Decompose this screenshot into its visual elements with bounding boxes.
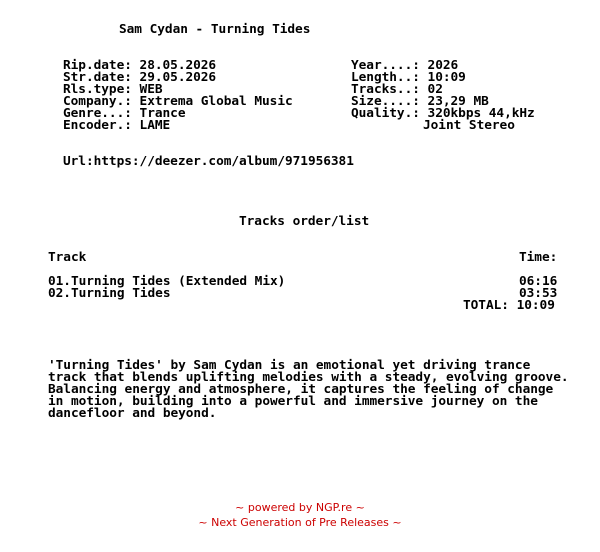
rip-date: Rip.date: 28.05.2026: [63, 58, 217, 73]
audio-mode: Joint Stereo: [423, 118, 515, 133]
description-line-3: Balancing energy and atmosphere, it captures the feeling of change: [48, 382, 554, 397]
nfo-document: [48, 0, 600, 420]
company: Company.: Extrema Global Music: [63, 94, 293, 109]
track-time-2: 03:53: [519, 286, 558, 301]
description-line-5: dancefloor and beyond.: [48, 406, 217, 421]
description-line-1: 'Turning Tides' by Sam Cydan is an emotional yet driving trance: [48, 358, 531, 373]
genre: Genre...: Trance: [63, 106, 186, 121]
tracklist-heading: Tracks order/list: [239, 214, 370, 229]
rls-type: Rls.type: WEB: [63, 82, 163, 97]
length: Length..: 10:09: [351, 70, 466, 85]
str-date: Str.date: 29.05.2026: [63, 70, 217, 85]
track-time-1: 06:16: [519, 274, 558, 289]
size: Size....: 23,29 MB: [351, 94, 489, 109]
quality: Quality.: 320kbps 44,kHz: [351, 106, 535, 121]
description-line-4: in motion, building into a powerful and immersive journey on the: [48, 394, 538, 409]
footer-tagline: ~ Next Generation of Pre Releases ~: [198, 516, 402, 529]
description-line-2: track that blends uplifting melodies with a steady, evolving groove.: [48, 370, 569, 385]
track-name-2: 02.Turning Tides: [48, 286, 171, 301]
track-name-1: 01.Turning Tides (Extended Mix): [48, 274, 286, 289]
track-column-header: Track: [48, 250, 87, 265]
total-time: TOTAL: 10:09: [463, 298, 555, 313]
album-url: Url:https://deezer.com/album/971956381: [63, 154, 354, 169]
time-column-header: Time:: [519, 250, 558, 265]
year: Year....: 2026: [351, 58, 459, 73]
encoder: Encoder.: LAME: [63, 118, 171, 133]
release-title: Sam Cydan - Turning Tides: [119, 22, 311, 37]
tracks-count: Tracks..: 02: [351, 82, 443, 97]
footer-powered-by: ~ powered by NGP.re ~: [235, 501, 365, 514]
